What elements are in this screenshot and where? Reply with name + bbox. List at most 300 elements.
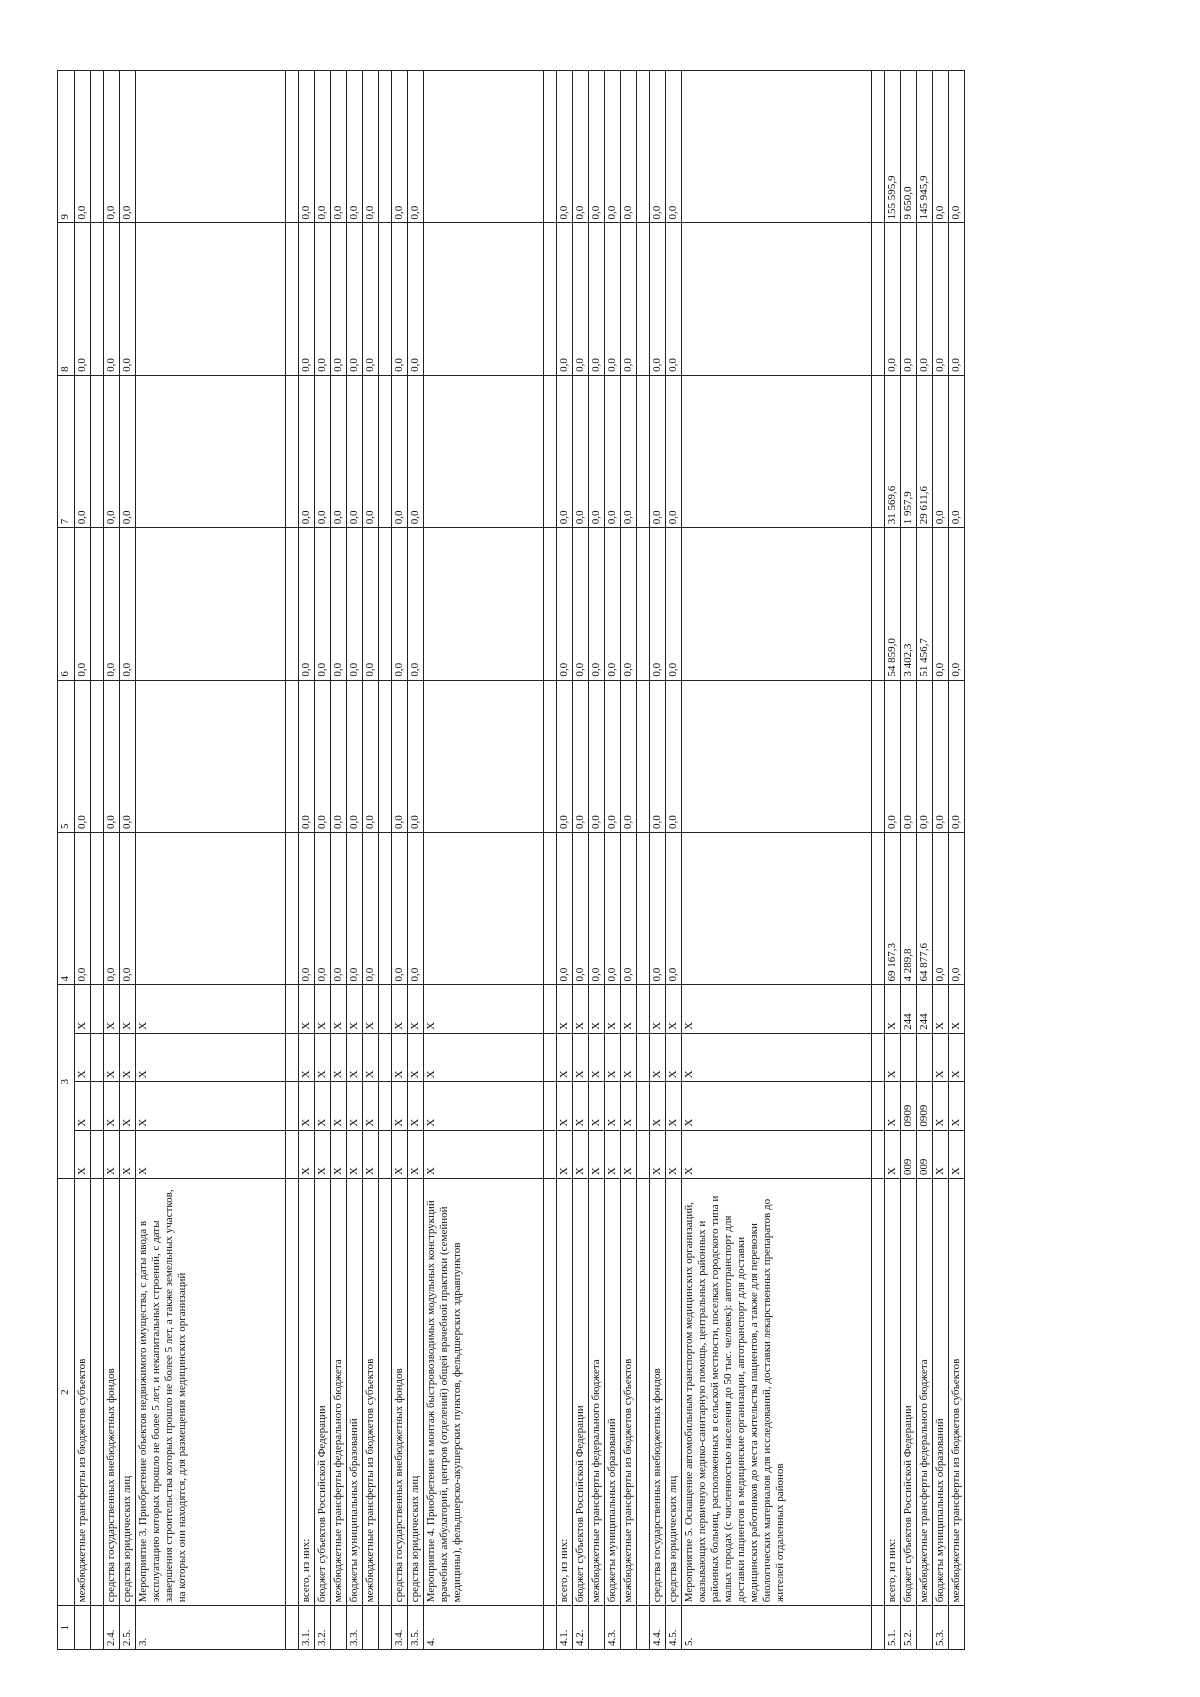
divider-cell <box>872 1130 885 1178</box>
cell-no: 3.3. <box>347 1606 363 1650</box>
cell-value: 0,0 <box>589 375 605 527</box>
cell-value: 54 859,0 <box>885 528 901 680</box>
cell-value: 0,0 <box>949 375 965 527</box>
cell-value: 0,0 <box>621 223 637 375</box>
cell-value: 0,0 <box>104 680 120 832</box>
cell-value: 0,0 <box>621 680 637 832</box>
row-divider <box>637 71 650 1650</box>
cell-name: Мероприятие 5. Оснащение автомобильным транспортом медицинских организаций, оказывающих первичную медико-санитарную помощь, центральных районных и районных больниц, расположенных в сельской местности, поселках городского типа и малых городах (с численностью населения до 50 тыс. человек): автотранспорт для доставки пациентов в медицинские организации, автотранспорт для доставки медицинских работников до места жительства пациентов, а также для перевозки биологических материалов для исследований, доставки лекарственных препаратов до жителей отдаленных районов <box>682 1179 872 1606</box>
col-header-5: 5 <box>58 680 75 832</box>
divider-cell <box>286 680 299 832</box>
cell-code-d: X <box>408 985 424 1033</box>
cell-code-a: 009 <box>917 1130 933 1178</box>
table-row <box>331 71 347 1650</box>
cell-value: 0,0 <box>347 375 363 527</box>
cell-code-b: 0909 <box>917 1082 933 1130</box>
divider-cell <box>637 680 650 832</box>
cell-value: 0,0 <box>621 375 637 527</box>
divider-cell <box>637 985 650 1033</box>
cell-code-d: X <box>104 985 120 1033</box>
cell-code-c: X <box>104 1033 120 1081</box>
cell-code-c: X <box>682 1033 872 1081</box>
divider-cell <box>544 1130 557 1178</box>
divider-cell <box>379 1033 392 1081</box>
cell-value: 0,0 <box>347 680 363 832</box>
divider-cell <box>379 985 392 1033</box>
cell-code-d: X <box>557 985 573 1033</box>
cell-code-c <box>917 1033 933 1081</box>
cell-no: 3. <box>136 1606 286 1650</box>
cell-name: средства государственных внебюджетных фондов <box>650 1179 666 1606</box>
cell-no <box>363 1606 379 1650</box>
cell-code-b: X <box>392 1082 408 1130</box>
cell-value: 0,0 <box>315 223 331 375</box>
cell-value: 0,0 <box>331 528 347 680</box>
divider-cell <box>872 1179 885 1606</box>
divider-cell <box>544 833 557 985</box>
cell-code-a: X <box>933 1130 949 1178</box>
cell-code-d: X <box>75 985 91 1033</box>
cell-value: 0,0 <box>885 223 901 375</box>
divider-cell <box>379 1606 392 1650</box>
cell-no <box>75 1606 91 1650</box>
divider-cell <box>286 528 299 680</box>
table-row <box>605 71 621 1650</box>
cell-code-b: X <box>315 1082 331 1130</box>
cell-value <box>424 375 544 527</box>
divider-cell <box>286 1082 299 1130</box>
cell-value: 0,0 <box>589 680 605 832</box>
cell-no: 4.3. <box>605 1606 621 1650</box>
cell-code-a: X <box>136 1130 286 1178</box>
cell-value: 0,0 <box>299 680 315 832</box>
cell-value: 0,0 <box>104 833 120 985</box>
divider-cell <box>872 1606 885 1650</box>
divider-cell <box>872 71 885 223</box>
divider-cell <box>637 1082 650 1130</box>
divider-cell <box>286 1033 299 1081</box>
cell-name: всего, из них: <box>557 1179 573 1606</box>
cell-code-c: X <box>331 1033 347 1081</box>
cell-name: средства юридических лиц <box>666 1179 682 1606</box>
cell-value: 0,0 <box>363 680 379 832</box>
cell-name: бюджет субъектов Российской Федерации <box>573 1179 589 1606</box>
cell-name: межбюджетные трансферты из бюджетов субъектов <box>363 1179 379 1606</box>
cell-no: 4.5. <box>666 1606 682 1650</box>
cell-value: 0,0 <box>104 528 120 680</box>
cell-code-a: X <box>949 1130 965 1178</box>
cell-code-d: 244 <box>901 985 917 1033</box>
cell-code-c: X <box>315 1033 331 1081</box>
cell-code-a: X <box>557 1130 573 1178</box>
cell-code-b: X <box>949 1082 965 1130</box>
cell-value: 0,0 <box>331 71 347 223</box>
cell-name: всего, из них: <box>885 1179 901 1606</box>
row-divider <box>544 71 557 1650</box>
cell-no: 2.4. <box>104 1606 120 1650</box>
table-row <box>120 71 136 1650</box>
cell-value: 0,0 <box>104 375 120 527</box>
table-row <box>315 71 331 1650</box>
cell-value: 0,0 <box>557 375 573 527</box>
cell-code-b: X <box>120 1082 136 1130</box>
cell-value: 0,0 <box>650 680 666 832</box>
divider-cell <box>872 1082 885 1130</box>
cell-code-b: X <box>933 1082 949 1130</box>
cell-value: 0,0 <box>666 223 682 375</box>
divider-cell <box>637 1130 650 1178</box>
cell-code-a: X <box>120 1130 136 1178</box>
cell-value: 0,0 <box>933 833 949 985</box>
cell-code-a: X <box>666 1130 682 1178</box>
cell-value: 0,0 <box>605 375 621 527</box>
cell-name: бюджет субъектов Российской Федерации <box>901 1179 917 1606</box>
cell-code-a: X <box>75 1130 91 1178</box>
divider-cell <box>872 375 885 527</box>
divider-cell <box>286 833 299 985</box>
divider-cell <box>637 71 650 223</box>
cell-code-b: X <box>104 1082 120 1130</box>
cell-code-c: X <box>933 1033 949 1081</box>
cell-value: 0,0 <box>650 71 666 223</box>
cell-name: межбюджетные трансферты из бюджетов субъектов <box>621 1179 637 1606</box>
cell-value: 0,0 <box>104 71 120 223</box>
cell-code-c: X <box>589 1033 605 1081</box>
cell-code-b: X <box>75 1082 91 1130</box>
cell-value: 0,0 <box>901 223 917 375</box>
cell-value: 0,0 <box>75 833 91 985</box>
cell-value: 0,0 <box>666 680 682 832</box>
cell-value: 0,0 <box>315 528 331 680</box>
cell-code-b: X <box>331 1082 347 1130</box>
divider-cell <box>379 833 392 985</box>
row-divider <box>91 71 104 1650</box>
divider-cell <box>286 1179 299 1606</box>
cell-value <box>424 680 544 832</box>
cell-no <box>331 1606 347 1650</box>
cell-code-c: X <box>424 1033 544 1081</box>
cell-value: 0,0 <box>573 223 589 375</box>
cell-value <box>682 528 872 680</box>
cell-code-b: X <box>682 1082 872 1130</box>
cell-value: 0,0 <box>315 680 331 832</box>
cell-value <box>424 528 544 680</box>
cell-code-b: X <box>363 1082 379 1130</box>
cell-value: 0,0 <box>557 71 573 223</box>
cell-value: 0,0 <box>75 528 91 680</box>
cell-value: 0,0 <box>589 833 605 985</box>
cell-value: 0,0 <box>363 223 379 375</box>
divider-cell <box>872 680 885 832</box>
cell-code-c: X <box>885 1033 901 1081</box>
cell-value: 0,0 <box>120 528 136 680</box>
divider-cell <box>91 528 104 680</box>
cell-code-b: X <box>621 1082 637 1130</box>
cell-code-a: X <box>315 1130 331 1178</box>
cell-value <box>136 375 286 527</box>
cell-value: 0,0 <box>666 833 682 985</box>
table-row <box>621 71 637 1650</box>
col-header-3: 3 <box>58 985 75 1179</box>
divider-cell <box>544 1606 557 1650</box>
cell-code-a: X <box>682 1130 872 1178</box>
cell-value: 0,0 <box>363 528 379 680</box>
cell-code-d: X <box>299 985 315 1033</box>
cell-value: 0,0 <box>621 528 637 680</box>
divider-cell <box>872 833 885 985</box>
cell-name: межбюджетные трансферты федерального бюджета <box>589 1179 605 1606</box>
cell-code-b: 0909 <box>901 1082 917 1130</box>
cell-no: 2.5. <box>120 1606 136 1650</box>
divider-cell <box>379 680 392 832</box>
divider-cell <box>286 985 299 1033</box>
divider-cell <box>544 375 557 527</box>
divider-cell <box>544 680 557 832</box>
table-body <box>75 71 965 1650</box>
cell-no <box>589 1606 605 1650</box>
cell-value: 0,0 <box>557 528 573 680</box>
cell-code-c: X <box>75 1033 91 1081</box>
cell-code-d: X <box>666 985 682 1033</box>
cell-name: межбюджетные трансферты из бюджетов субъектов <box>949 1179 965 1606</box>
cell-value: 0,0 <box>666 528 682 680</box>
table-row <box>347 71 363 1650</box>
cell-value: 0,0 <box>589 223 605 375</box>
cell-code-a: X <box>363 1130 379 1178</box>
cell-value: 0,0 <box>104 223 120 375</box>
table-row <box>885 71 901 1650</box>
cell-code-a: X <box>299 1130 315 1178</box>
cell-value: 69 167,3 <box>885 833 901 985</box>
cell-no <box>949 1606 965 1650</box>
divider-cell <box>286 223 299 375</box>
table-row <box>682 71 872 1650</box>
cell-no: 5. <box>682 1606 872 1650</box>
col-header-6: 6 <box>58 528 75 680</box>
cell-value: 0,0 <box>573 375 589 527</box>
cell-code-a: 009 <box>901 1130 917 1178</box>
cell-value: 51 456,7 <box>917 528 933 680</box>
cell-code-c: X <box>949 1033 965 1081</box>
cell-no: 5.2. <box>901 1606 917 1650</box>
column-number-row <box>58 71 75 1650</box>
cell-code-b: X <box>605 1082 621 1130</box>
cell-code-b: X <box>136 1082 286 1130</box>
divider-cell <box>872 223 885 375</box>
cell-code-d: X <box>605 985 621 1033</box>
cell-value <box>136 223 286 375</box>
divider-cell <box>379 1082 392 1130</box>
cell-value: 0,0 <box>75 680 91 832</box>
cell-value: 0,0 <box>408 680 424 832</box>
cell-value: 29 611,6 <box>917 375 933 527</box>
cell-no <box>917 1606 933 1650</box>
divider-cell <box>637 528 650 680</box>
cell-value: 0,0 <box>949 833 965 985</box>
cell-value: 0,0 <box>331 375 347 527</box>
cell-value: 0,0 <box>408 528 424 680</box>
cell-code-d: X <box>331 985 347 1033</box>
cell-value: 145 945,9 <box>917 71 933 223</box>
cell-value: 0,0 <box>408 71 424 223</box>
cell-no: 4.2. <box>573 1606 589 1650</box>
cell-code-d: X <box>949 985 965 1033</box>
cell-code-d: X <box>650 985 666 1033</box>
cell-value: 0,0 <box>949 680 965 832</box>
cell-code-a: X <box>392 1130 408 1178</box>
cell-code-c: X <box>666 1033 682 1081</box>
cell-value: 0,0 <box>120 71 136 223</box>
divider-cell <box>91 680 104 832</box>
cell-name: средства юридических лиц <box>120 1179 136 1606</box>
cell-value: 0,0 <box>392 71 408 223</box>
cell-value: 0,0 <box>666 375 682 527</box>
cell-value: 0,0 <box>392 528 408 680</box>
cell-code-b: X <box>573 1082 589 1130</box>
cell-no: 3.1. <box>299 1606 315 1650</box>
col-header-8: 8 <box>58 223 75 375</box>
cell-code-c: X <box>299 1033 315 1081</box>
cell-no: 4. <box>424 1606 544 1650</box>
divider-cell <box>91 1179 104 1606</box>
cell-value <box>682 71 872 223</box>
cell-value: 0,0 <box>949 528 965 680</box>
cell-value: 0,0 <box>120 223 136 375</box>
divider-cell <box>544 1033 557 1081</box>
cell-value: 0,0 <box>621 71 637 223</box>
cell-value <box>136 833 286 985</box>
table-row <box>136 71 286 1650</box>
divider-cell <box>872 528 885 680</box>
cell-code-d: X <box>347 985 363 1033</box>
cell-value: 0,0 <box>573 71 589 223</box>
cell-value <box>682 223 872 375</box>
cell-code-d: X <box>363 985 379 1033</box>
divider-cell <box>379 375 392 527</box>
divider-cell <box>379 528 392 680</box>
table-row <box>933 71 949 1650</box>
cell-code-d: 244 <box>917 985 933 1033</box>
cell-name: всего, из них: <box>299 1179 315 1606</box>
cell-code-c: X <box>573 1033 589 1081</box>
cell-value <box>682 833 872 985</box>
cell-code-c: X <box>347 1033 363 1081</box>
cell-value: 0,0 <box>299 833 315 985</box>
cell-value: 0,0 <box>331 223 347 375</box>
cell-code-a: X <box>621 1130 637 1178</box>
divider-cell <box>91 833 104 985</box>
cell-value: 0,0 <box>949 71 965 223</box>
divider-cell <box>544 223 557 375</box>
cell-code-d: X <box>424 985 544 1033</box>
cell-code-d: X <box>315 985 331 1033</box>
cell-code-d: X <box>589 985 605 1033</box>
divider-cell <box>379 1179 392 1606</box>
cell-code-d: X <box>621 985 637 1033</box>
cell-value: 0,0 <box>347 71 363 223</box>
cell-name: межбюджетные трансферты из бюджетов субъектов <box>75 1179 91 1606</box>
divider-cell <box>637 223 650 375</box>
divider-cell <box>91 375 104 527</box>
cell-code-b: X <box>299 1082 315 1130</box>
cell-value: 0,0 <box>363 833 379 985</box>
cell-no <box>621 1606 637 1650</box>
cell-code-d: X <box>120 985 136 1033</box>
cell-no: 3.2. <box>315 1606 331 1650</box>
cell-value: 4 289,8 <box>901 833 917 985</box>
cell-value: 0,0 <box>573 528 589 680</box>
cell-code-b: X <box>589 1082 605 1130</box>
cell-code-d: X <box>885 985 901 1033</box>
table-row <box>75 71 91 1650</box>
cell-code-c: X <box>392 1033 408 1081</box>
divider-cell <box>544 1179 557 1606</box>
col-header-4: 4 <box>58 833 75 985</box>
divider-cell <box>91 1130 104 1178</box>
cell-code-b: X <box>885 1082 901 1130</box>
cell-value: 0,0 <box>299 375 315 527</box>
cell-value: 0,0 <box>408 375 424 527</box>
cell-value: 0,0 <box>75 223 91 375</box>
cell-value <box>424 71 544 223</box>
cell-value: 0,0 <box>605 528 621 680</box>
cell-code-a: X <box>885 1130 901 1178</box>
divider-cell <box>872 985 885 1033</box>
cell-value: 0,0 <box>901 680 917 832</box>
divider-cell <box>637 833 650 985</box>
cell-value: 0,0 <box>589 71 605 223</box>
divider-cell <box>544 1082 557 1130</box>
divider-cell <box>872 1033 885 1081</box>
cell-no: 4.1. <box>557 1606 573 1650</box>
cell-value: 0,0 <box>605 223 621 375</box>
cell-value: 64 877,6 <box>917 833 933 985</box>
cell-code-c: X <box>120 1033 136 1081</box>
cell-value: 0,0 <box>933 375 949 527</box>
cell-code-b: X <box>666 1082 682 1130</box>
table-row <box>901 71 917 1650</box>
cell-value: 0,0 <box>347 833 363 985</box>
divider-cell <box>91 1082 104 1130</box>
cell-value: 0,0 <box>650 833 666 985</box>
divider-cell <box>637 375 650 527</box>
cell-code-b: X <box>557 1082 573 1130</box>
cell-value: 0,0 <box>347 223 363 375</box>
cell-code-c: X <box>621 1033 637 1081</box>
cell-value: 0,0 <box>408 223 424 375</box>
cell-code-a: X <box>650 1130 666 1178</box>
table-row <box>650 71 666 1650</box>
divider-cell <box>637 1179 650 1606</box>
cell-no: 4.4. <box>650 1606 666 1650</box>
cell-value: 0,0 <box>392 223 408 375</box>
cell-name: бюджет субъектов Российской Федерации <box>315 1179 331 1606</box>
table-row <box>589 71 605 1650</box>
cell-value: 0,0 <box>933 680 949 832</box>
cell-value: 0,0 <box>605 680 621 832</box>
cell-name: межбюджетные трансферты федерального бюджета <box>331 1179 347 1606</box>
divider-cell <box>379 1130 392 1178</box>
cell-value: 0,0 <box>650 528 666 680</box>
cell-value: 0,0 <box>363 71 379 223</box>
cell-value: 0,0 <box>650 375 666 527</box>
budget-table-sheet <box>57 70 1147 1650</box>
divider-cell <box>91 1033 104 1081</box>
table-row <box>557 71 573 1650</box>
cell-name: Мероприятие 3. Приобретение объектов недвижимого имущества, с даты ввода в эксплуатацию которых прошло не более 5 лет, и некапитальных строений, с даты завершения строительства которых прошло не более 5 лет, а также земельных участков, на которых они находятся, для размещения медицинских организаций <box>136 1179 286 1606</box>
cell-code-d: X <box>392 985 408 1033</box>
cell-value: 0,0 <box>917 680 933 832</box>
